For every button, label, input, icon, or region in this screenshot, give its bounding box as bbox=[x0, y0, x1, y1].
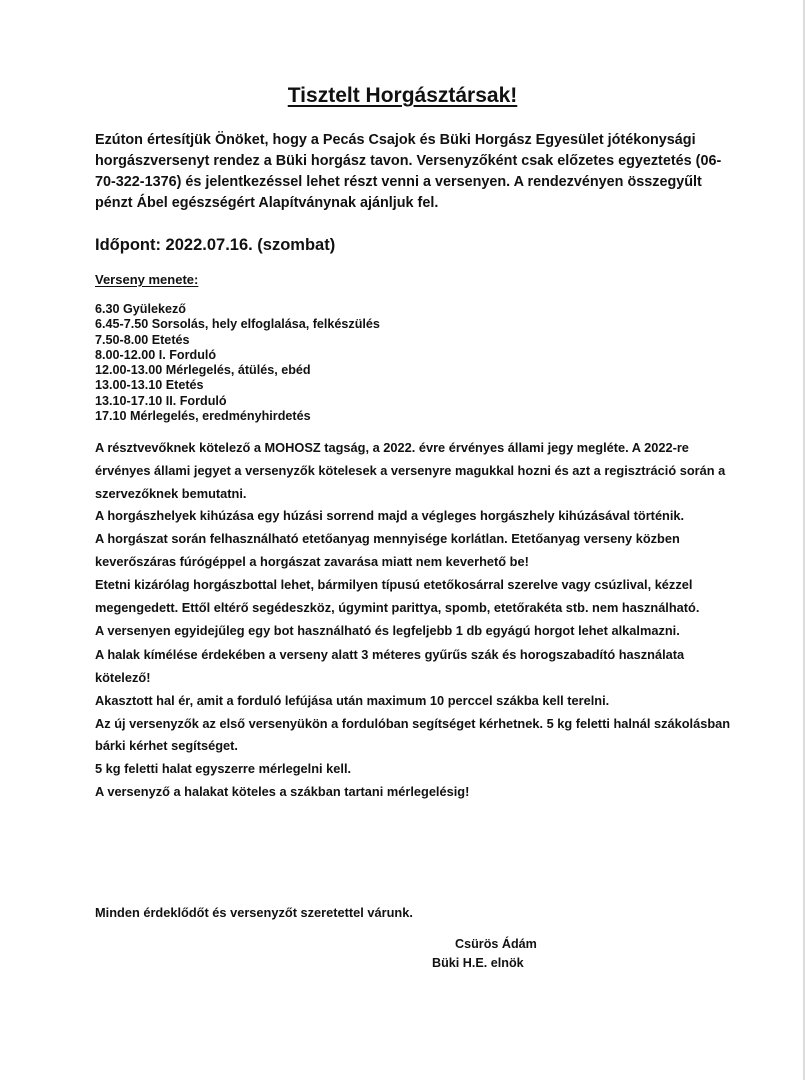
schedule-item: 6.30 Gyülekező bbox=[95, 302, 187, 316]
rule-paragraph: Az új versenyzők az első versenyükön a fordulóban segítséget kérhetnek. 5 kg feletti halnál szákolásban bárki kérhet segítséget. bbox=[95, 715, 731, 754]
intro-text: Ezúton értesítjük Önöket, hogy a Pecás Csajok és Büki Horgász Egyesület jótékonysági horgászversenyt rendez a Büki horgász tavon. Versenyzőként csak előzetes egyeztetés (06-70-322-1376) és jelentkezéssel lehet részt venni a versenyen. A rendezvényen összegyűlt pénzt Ábel egészségért Alapítványnak ajánljuk fel. bbox=[95, 132, 722, 211]
signature-role: Büki H.E. elnök bbox=[432, 956, 524, 970]
rule-paragraph: A versenyző a halakat köteles a szákban tartani mérlegelésig! bbox=[95, 783, 470, 799]
schedule-item: 8.00-12.00 I. Forduló bbox=[95, 347, 217, 362]
rule-paragraph: A horgászhelyek kihúzása egy húzási sorrend majd a végleges horgászhely kihúzásával történik. bbox=[95, 508, 685, 524]
schedule-list bbox=[95, 302, 380, 424]
schedule-item: 13.00-13.10 Etetés bbox=[95, 378, 204, 393]
schedule-item: 13.10-17.10 II. Forduló bbox=[95, 393, 227, 408]
rule-paragraph: 5 kg feletti halat egyszerre mérlegelni kell. bbox=[95, 761, 352, 777]
rule-paragraph: A horgászat során felhasználható etetőanyag mennyisége korlátlan. Etetőanyag verseny közben keverőszáras fúrógéppel a horgászat zavarása miatt nem keverhető be! bbox=[95, 531, 680, 569]
event-date: Időpont: 2022.07.16. (szombat) bbox=[95, 236, 336, 254]
rules-section bbox=[95, 437, 735, 804]
schedule-heading: Verseny menete: bbox=[95, 272, 199, 287]
rule-paragraph: A résztvevőknek kötelező a MOHOSZ tagság, a 2022. évre érvényes állami jegy megléte. A 2022-re érvényes állami jegyet a versenyzők kötelesek a versenyre magukkal hozni és azt a regisztráció során a szervezőknek bemutatni. bbox=[95, 440, 726, 501]
rule-paragraph: Akasztott hal ér, amit a forduló lefújása után maximum 10 perccel szákba kell terelni. bbox=[95, 692, 610, 708]
closing-line: Minden érdeklődőt és versenyzőt szeretettel várunk. bbox=[95, 905, 413, 920]
page-title: Tisztelt Horgásztársak! bbox=[287, 84, 518, 107]
signature-block bbox=[420, 935, 580, 973]
rule-paragraph: Etetni kizárólag horgászbottal lehet, bármilyen típusú etetőkosárral szerelve vagy csúzlival, kézzel megengedett. Ettől eltérő segédeszköz, úgymint parittya, spomb, etetőrakéta stb. nem használható. bbox=[95, 576, 700, 615]
rule-paragraph: A halak kímélése érdekében a verseny alatt 3 méteres gyűrűs szák és horogszabadító használata kötelező! bbox=[95, 647, 685, 685]
schedule-item: 7.50-8.00 Etetés bbox=[95, 332, 190, 347]
signature-name: Csürös Ádám bbox=[455, 937, 537, 951]
schedule-item: 6.45-7.50 Sorsolás, hely elfoglalása, felkészülés bbox=[95, 317, 380, 332]
rule-paragraph: A versenyen egyidejűleg egy bot használható és legfeljebb 1 db egyágú horgot lehet alkalmazni. bbox=[95, 623, 680, 639]
schedule-item: 12.00-13.00 Mérlegelés, átülés, ebéd bbox=[95, 363, 311, 378]
intro-paragraph bbox=[95, 130, 725, 214]
schedule-item: 17.10 Mérlegelés, eredményhirdetés bbox=[95, 409, 311, 424]
